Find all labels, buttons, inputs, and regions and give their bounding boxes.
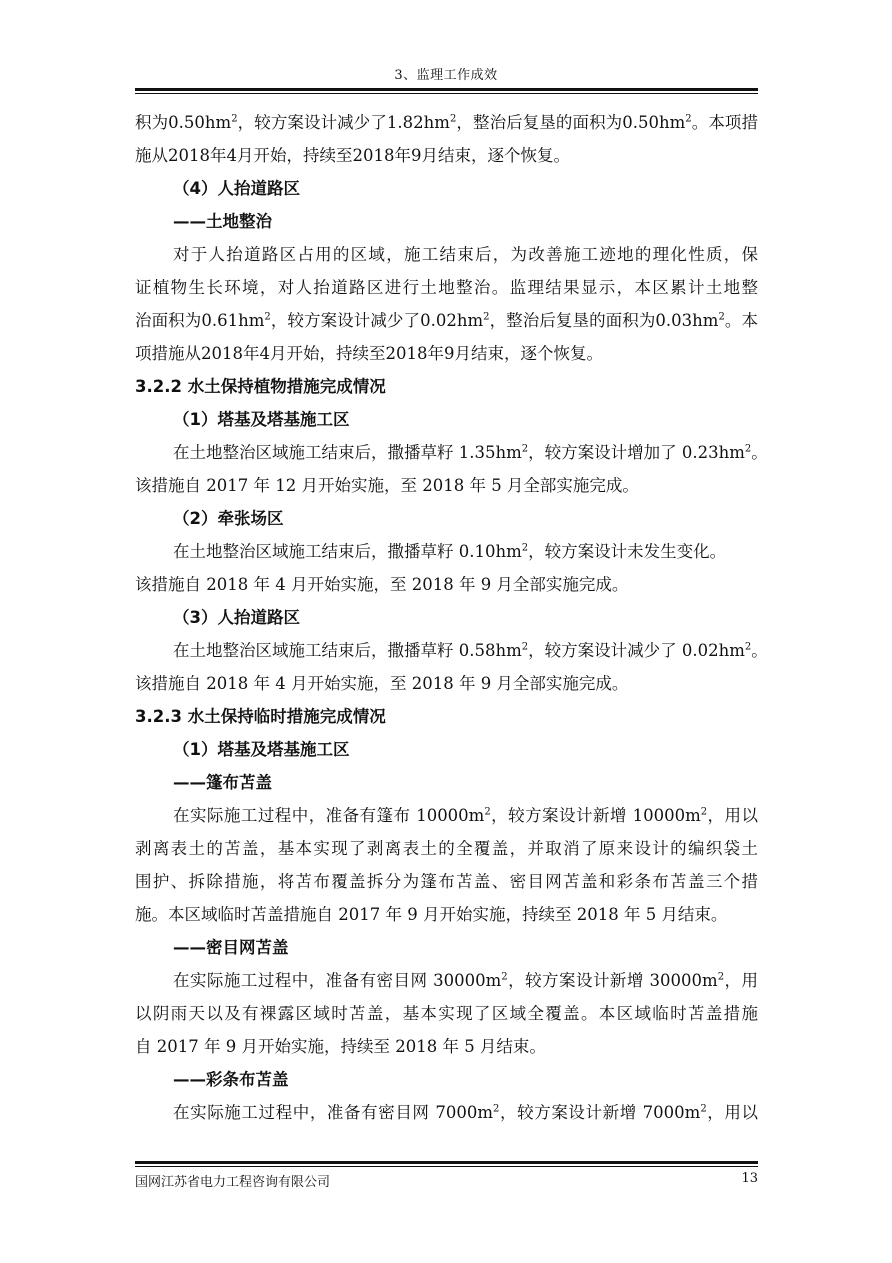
text-run: 。本 xyxy=(724,311,759,330)
paragraph-line xyxy=(135,1030,758,1063)
superscript: 2 xyxy=(521,542,529,554)
paragraph-line xyxy=(135,898,758,931)
text-run: 在土地整治区域施工结束后，撒播草籽 0.58hm xyxy=(173,641,522,660)
paragraph-line xyxy=(135,997,758,1030)
section-heading xyxy=(135,601,758,634)
text-run: ——土地整治 xyxy=(173,212,272,231)
text-run: ，用 xyxy=(724,971,758,990)
text-run: 。 xyxy=(751,641,768,660)
text-run: ，整治后复垦的面积为0.50hm xyxy=(456,113,686,132)
paragraph-line xyxy=(135,139,758,172)
paragraph-line xyxy=(135,568,758,601)
text-run: ，较方案设计新增 30000m xyxy=(507,971,718,990)
superscript: 2 xyxy=(501,971,508,983)
paragraph-line xyxy=(135,799,758,832)
text-run: （3）人抬道路区 xyxy=(173,608,300,627)
text-run: 以阴雨天以及有裸露区域时苫盖，基本实现了区域全覆盖。本区域临时苫盖措施 xyxy=(135,1004,758,1023)
text-run: （1）塔基及塔基施工区 xyxy=(173,410,350,429)
text-run: 积为0.50hm xyxy=(135,113,232,132)
section-heading xyxy=(135,733,758,766)
superscript: 2 xyxy=(264,311,271,323)
paragraph-line xyxy=(135,469,758,502)
section-heading xyxy=(135,370,758,403)
text-run: 治面积为0.61hm xyxy=(135,311,265,330)
text-run: 3.2.2 水土保持植物措施完成情况 xyxy=(135,377,386,396)
footer-company: 国网江苏省电力工程咨询有限公司 xyxy=(135,1175,331,1190)
page-number: 13 xyxy=(741,1171,758,1186)
paragraph-line xyxy=(135,436,768,469)
text-run: 在实际施工过程中，准备有密目网 7000m xyxy=(173,1103,494,1122)
paragraph-line xyxy=(135,535,758,568)
superscript: 2 xyxy=(449,113,457,125)
page-header: 3、监理工作成效 xyxy=(394,68,498,83)
text-run: ，整治后复垦的面积为0.03hm xyxy=(489,311,719,330)
text-run: ，较方案设计减少了1.82hm xyxy=(237,113,450,132)
text-run: （1）塔基及塔基施工区 xyxy=(173,740,350,759)
text-run: （2）牵张场区 xyxy=(173,509,284,528)
footer-rule-thin xyxy=(135,1166,758,1167)
superscript: 2 xyxy=(685,113,692,125)
section-heading xyxy=(135,172,758,205)
paragraph-line xyxy=(135,106,758,139)
section-heading xyxy=(135,700,758,733)
superscript: 2 xyxy=(483,311,490,323)
text-run: ，较方案设计新增 10000m xyxy=(490,806,701,825)
text-run: 在实际施工过程中，准备有密目网 30000m xyxy=(173,971,502,990)
paragraph-line xyxy=(135,667,758,700)
superscript: 2 xyxy=(718,311,725,323)
superscript: 2 xyxy=(521,443,529,455)
text-run: 在土地整治区域施工结束后，撒播草籽 0.10hm xyxy=(173,542,522,561)
text-run: ——密目网苫盖 xyxy=(173,938,289,957)
superscript: 2 xyxy=(521,641,529,653)
paragraph-line xyxy=(135,271,758,304)
text-run: ，较方案设计未发生变化。 xyxy=(528,542,727,561)
text-run: ——彩条布苫盖 xyxy=(173,1070,289,1089)
text-run: 3.2.3 水土保持临时措施完成情况 xyxy=(135,707,386,726)
text-run: （4）人抬道路区 xyxy=(173,179,300,198)
subsection-heading xyxy=(135,205,758,238)
text-run: 。 xyxy=(751,443,768,462)
paragraph-line xyxy=(135,964,758,997)
superscript: 2 xyxy=(493,1103,500,1115)
subsection-heading xyxy=(135,766,758,799)
footer-rule-thick xyxy=(135,1161,758,1164)
paragraph-line xyxy=(135,865,758,898)
superscript: 2 xyxy=(744,641,752,653)
text-run: 剥离表土的苫盖，基本实现了剥离表土的全覆盖，并取消了原来设计的编织袋土 xyxy=(135,839,758,858)
text-run: 自 2017 年 9 月开始实施，持续至 2018 年 5 月结束。 xyxy=(135,1037,546,1056)
paragraph-line xyxy=(135,337,758,370)
subsection-heading xyxy=(135,931,758,964)
text-run: 在实际施工过程中，准备有篷布 10000m xyxy=(173,806,485,825)
subsection-heading xyxy=(135,1063,758,1096)
superscript: 2 xyxy=(484,806,491,818)
text-run: 在土地整治区域施工结束后，撒播草籽 1.35hm xyxy=(173,443,522,462)
section-heading xyxy=(135,502,758,535)
text-run: ，较方案设计减少了0.02hm xyxy=(270,311,484,330)
text-run: 。本项措 xyxy=(691,113,759,132)
superscript: 2 xyxy=(744,443,752,455)
header-rule-thin xyxy=(135,93,758,94)
text-run: 该措施自 2017 年 12 月开始实施，至 2018 年 5 月全部实施完成。 xyxy=(135,476,639,495)
text-run: 该措施自 2018 年 4 月开始实施，至 2018 年 9 月全部实施完成。 xyxy=(135,674,629,693)
header-rule-thick xyxy=(135,88,758,91)
text-run: ，较方案设计新增 7000m xyxy=(499,1103,701,1122)
text-run: 项措施从2018年4月开始，持续至2018年9月结束，逐个恢复。 xyxy=(135,344,603,363)
superscript: 2 xyxy=(717,971,725,983)
section-heading xyxy=(135,403,758,436)
paragraph-line xyxy=(135,634,768,667)
text-run: ，较方案设计增加了 0.23hm xyxy=(528,443,745,462)
superscript: 2 xyxy=(700,806,708,818)
superscript: 2 xyxy=(700,1103,707,1115)
text-run: 围护、拆除措施，将苫布覆盖拆分为篷布苫盖、密目网苫盖和彩条布苫盖三个措 xyxy=(135,872,758,891)
paragraph-line xyxy=(135,1096,758,1129)
paragraph-line xyxy=(135,832,758,865)
paragraph-line xyxy=(135,238,758,271)
text-run: ，较方案设计减少了 0.02hm xyxy=(528,641,745,660)
text-run: 该措施自 2018 年 4 月开始实施，至 2018 年 9 月全部实施完成。 xyxy=(135,575,629,594)
text-run: ，用以 xyxy=(707,806,758,825)
body-text xyxy=(135,106,768,1129)
text-run: ，用以 xyxy=(706,1103,758,1122)
text-run: 施。本区域临时苫盖措施自 2017 年 9 月开始实施，持续至 2018 年 5 月结束。 xyxy=(135,905,728,924)
text-run: 证植物生长环境，对人抬道路区进行土地整治。监理结果显示，本区累计土地整 xyxy=(135,278,758,297)
text-run: 施从2018年4月开始，持续至2018年9月结束，逐个恢复。 xyxy=(135,146,570,165)
text-run: 对于人抬道路区占用的区域，施工结束后，为改善施工迹地的理化性质，保 xyxy=(173,245,758,264)
paragraph-line xyxy=(135,304,758,337)
text-run: ——篷布苫盖 xyxy=(173,773,272,792)
superscript: 2 xyxy=(231,113,238,125)
